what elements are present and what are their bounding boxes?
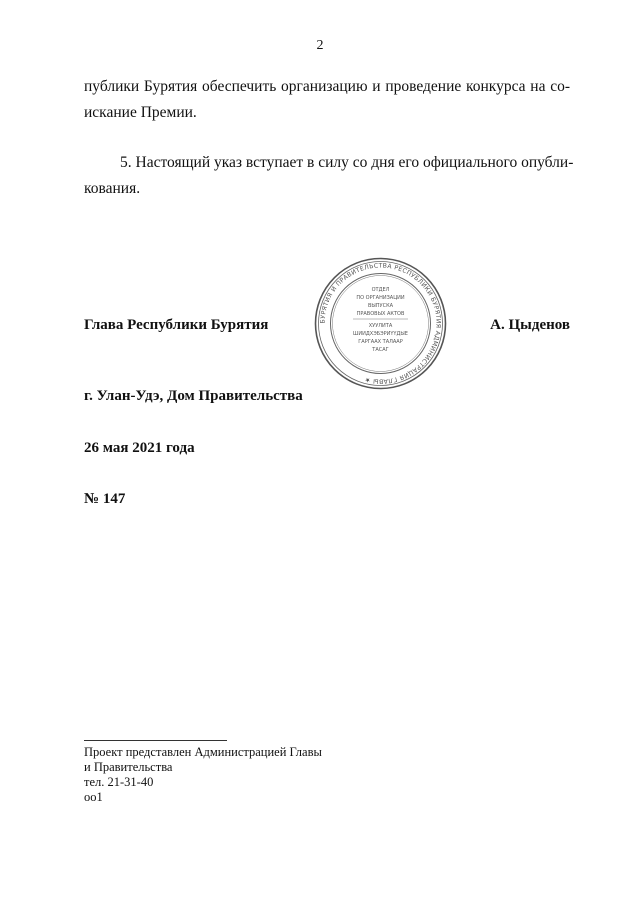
footnote-code: oo1 <box>84 790 103 804</box>
place-of-signing: г. Улан-Удэ, Дом Правительства <box>84 388 303 404</box>
decree-number: № 147 <box>84 491 126 507</box>
decree-date: 26 мая 2021 года <box>84 440 195 456</box>
signatory-name: А. Цыденов <box>490 317 570 333</box>
svg-text:БУРЯТИЯ И ПРАВИТЕЛЬСТВА РЕСПУБ: БУРЯТИЯ И ПРАВИТЕЛЬСТВА РЕСПУБЛИКИ БУРЯТИЯ АДМИНИСТРАЦИЯ ГЛАВЫ ★ <box>319 262 442 385</box>
page-number: 2 <box>316 38 324 53</box>
svg-text:ПРАВОВЫХ АКТОВ: ПРАВОВЫХ АКТОВ <box>356 311 405 317</box>
paragraph-effective-date <box>84 150 574 202</box>
footnote-divider <box>84 740 227 741</box>
official-seal <box>313 256 448 391</box>
paragraph-1-line-2: искание Премии. <box>84 104 197 121</box>
footnote-line-2: и Правительства <box>84 760 173 774</box>
svg-text:ХУУЛИТА: ХУУЛИТА <box>368 323 393 329</box>
paragraph-2-line-1: 5. Настоящий указ вступает в силу со дня его официального опубли- <box>120 154 574 171</box>
svg-text:ШИИДХЭБЭРИҮҮДЫЕ: ШИИДХЭБЭРИҮҮДЫЕ <box>353 331 408 337</box>
footnote-phone: тел. 21-31-40 <box>84 775 154 789</box>
svg-text:ПО ОРГАНИЗАЦИИ: ПО ОРГАНИЗАЦИИ <box>356 295 405 301</box>
paragraph-organize-contest <box>84 74 570 126</box>
paragraph-1-line-1: публики Бурятия обеспечить организацию и проведение конкурса на со- <box>84 78 570 95</box>
footnote <box>84 745 322 805</box>
svg-text:ГАРГААХ ТАЛААР: ГАРГААХ ТАЛААР <box>358 339 403 345</box>
svg-text:ОТДЕЛ: ОТДЕЛ <box>371 287 390 293</box>
svg-text:ТАСАГ: ТАСАГ <box>372 347 389 353</box>
signatory-title: Глава Республики Бурятия <box>84 317 269 333</box>
svg-text:ВЫПУСКА: ВЫПУСКА <box>367 303 394 309</box>
paragraph-2-line-2: кования. <box>84 180 141 197</box>
footnote-line-1: Проект представлен Администрацией Главы <box>84 745 322 759</box>
